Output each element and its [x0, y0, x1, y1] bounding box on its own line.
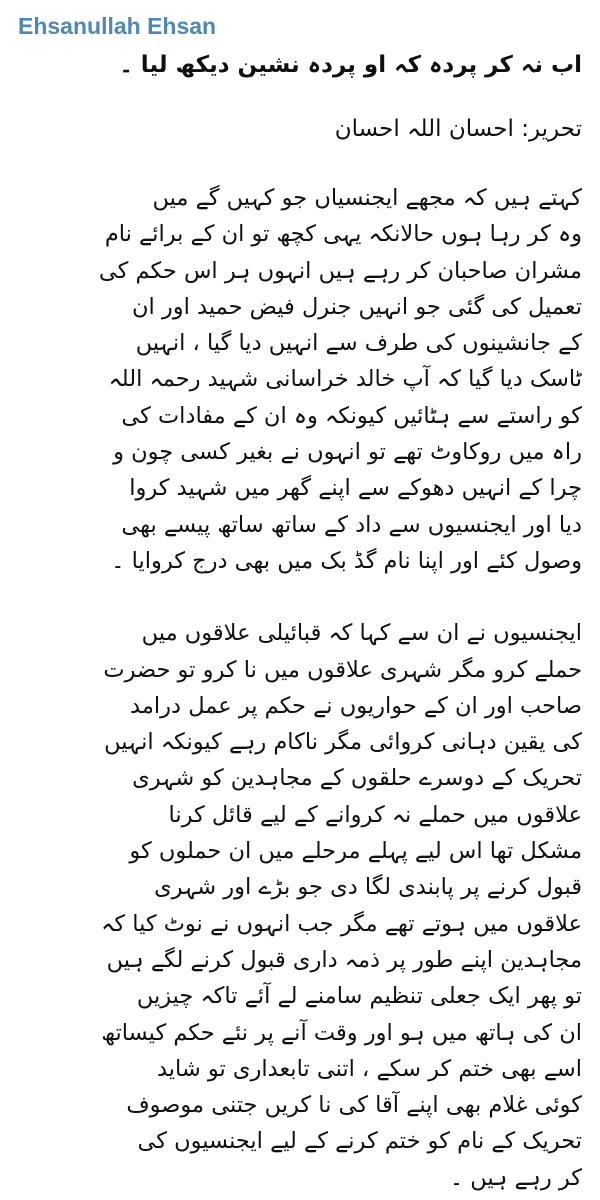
text-line: کر رہے ہیں ۔	[449, 1164, 582, 1191]
text-line: ٹاسک دیا گیا کہ آپ خالد خراسانی شہید رحمہ اللہ	[108, 366, 582, 393]
message-title: اب نہ کر پردہ کہ او پردہ نشین دیکھ لیا ۔	[119, 52, 582, 78]
text-line: مجاہدین اپنے طور پر ذمہ داری قبول کرنے لگے ہیں	[106, 946, 582, 973]
text-line: وہ کر رہا ہوں حالانکہ یہی کچھ تو ان کے برائے نام	[104, 221, 582, 248]
paragraph-gap	[22, 579, 582, 615]
text-line: صاحب اور ان کے حواریوں نے حکم پر عمل درامد	[130, 692, 582, 719]
sender-name[interactable]: Ehsanullah Ehsan	[18, 13, 217, 39]
text-line: قبول کرنے پر پابندی لگا دی جو بڑے اور شہری	[154, 874, 582, 901]
text-line: دیا اور ایجنسیوں سے داد کے ساتھ ساتھ پیسے بھی	[121, 511, 582, 538]
text-line: راہ میں روکاوٹ تھے تو انہوں نے بغیر کسی چون و	[113, 439, 582, 466]
paragraph-2	[22, 615, 582, 1196]
text-line: کے جانشینوں کی طرف سے انہیں دیا گیا ، انہیں	[135, 330, 582, 357]
text-line: حملے کرو مگر شہری علاقوں میں نا کرو تو حضرت	[103, 656, 582, 683]
paragraph-1	[22, 180, 582, 579]
text-line: ایجنسیوں نے ان سے کہا کہ قبائیلی علاقوں میں	[141, 620, 582, 647]
text-line: تعمیل کی گئی جو انہیں جنرل فیض حمید اور ان	[131, 293, 582, 320]
text-line: وصول کئے اور اپنا نام گڈ بک میں بھی درج کروایا ۔	[111, 547, 582, 574]
text-line: تحریک کے دوسرے حلقوں کے مجاہدین کو شہری	[132, 765, 582, 792]
text-line: تحریک کے نام کو ختم کرنے کے لیے ایجنسیوں کی	[137, 1128, 582, 1155]
text-line: کہتے ہیں کہ مجھے ایجنسیاں جو کہیں گے میں	[152, 185, 582, 211]
text-line: علاقوں میں حملے نہ کروانے کے لیے قائل کرنا	[168, 801, 582, 828]
text-line: کی یقین دہانی کروائی مگر ناکام رہے کیونکہ انہیں	[104, 729, 582, 756]
text-line: علاقوں میں ہوتے تھے مگر جب انہوں نے نوٹ کیا کہ	[101, 910, 582, 937]
text-line: مشکل تھا اس لیے پہلے مرحلے میں ان حملوں کو	[129, 838, 582, 865]
text-line: کوئی غلام بھی اپنے آقا کی نا کریں جتنی موصوف	[126, 1092, 582, 1119]
text-line: چرا کے انہیں دھوکے سے اپنے گھر میں شہید کروا	[129, 475, 582, 502]
text-line: اسے بھی ختم کر سکے ، اتنی تابعداری تو شاید	[156, 1055, 582, 1082]
text-line: ان کی ہاتھ میں ہو اور وقت آنے پر نئے حکم کیساتھ	[101, 1019, 582, 1046]
text-line: مشران صاحبان کر رہے ہیں انہوں ہر اس حکم کی	[98, 257, 582, 284]
message-byline: تحریر: احسان اللہ احسان	[334, 116, 582, 142]
text-line: کو راستے سے ہٹائیں کیونکہ وہ ان کے مفادات کی	[121, 402, 582, 429]
text-line: تو پھر ایک جعلی تنظیم سامنے لے آئے تاکہ چیزیں	[136, 983, 582, 1010]
